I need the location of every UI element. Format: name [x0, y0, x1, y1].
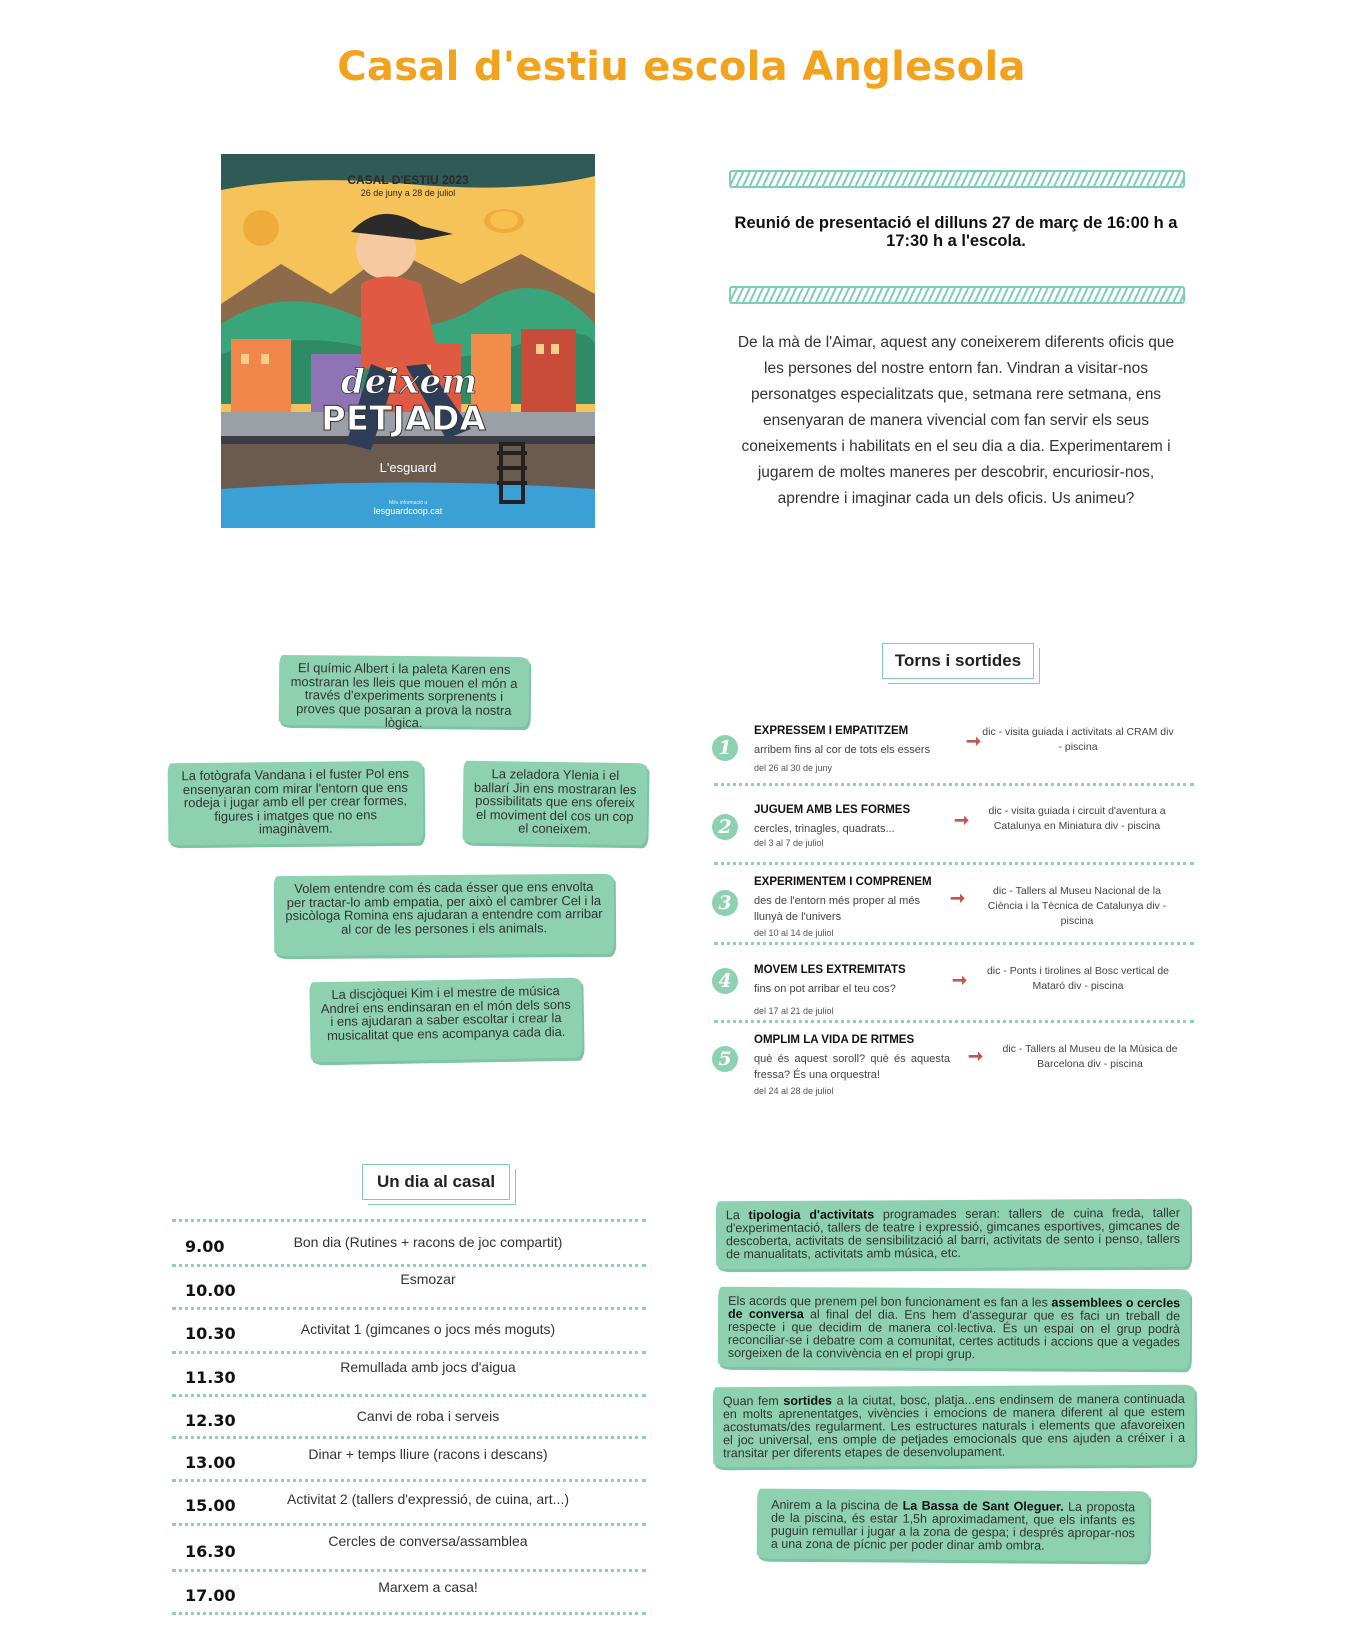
turn-date: del 24 al 28 de juliol [754, 1086, 834, 1096]
turn-desc: què és aquest soroll? què és aquesta fressa? És una orquestra! [754, 1053, 950, 1081]
turn-desc: arribem fins al cor de tots els essers [754, 744, 931, 756]
note-empathy: Volem entendre com és cada ésser que ens envolta per tractar-lo amb empatia, per això el cambrer Cel i la psicòloga Romina ens ajudaran a entendre com arribar al cor de les persones i els animals. [274, 874, 615, 956]
poster-dates: 26 de juny a 28 de juliol [360, 188, 456, 198]
divider [172, 1612, 646, 1615]
note-text: La [725, 1208, 749, 1223]
day-heading: Un dia al casal [362, 1164, 510, 1200]
schedule-row [170, 1571, 646, 1611]
divider [714, 1020, 1194, 1023]
turn-number: 2 [712, 814, 738, 840]
note-text: al final del dia. Ens hem d'assegurar que es faci un treball de respecte i que decidim de manera col·lectiva. És un espai on el grup podrà reconciliar-se i debatre com a comunitat, certes actituds i accions que a vegades sorgeixen de la convivència en el propi grup. [727, 1307, 1181, 1362]
note-activities [716, 1199, 1190, 1269]
note-text: programades seran: tallers de cuina freda, taller d'experimentació, tallers de teatre i expressió, gimcanes esportives, gimcanes de descoberta, activitats de sensibilització al barri, activitats de sento i penso, tallers de manualitats, activitats amb música, etc. [725, 1205, 1181, 1262]
turn-1 [712, 725, 1196, 785]
schedule-row [170, 1266, 646, 1306]
schedule-time: 11.30 [185, 1368, 236, 1387]
cloud-icon [490, 211, 518, 229]
note-bold-text: tipologia d'activitats [748, 1207, 875, 1223]
turn-number: 3 [712, 890, 738, 916]
turn-5 [712, 1034, 1196, 1098]
note-text: Anirem a la piscina de [771, 1497, 903, 1513]
turn-name: JUGUEM AMB LES FORMES [754, 804, 911, 816]
arrow-right-icon: ➞ [968, 1046, 984, 1066]
decorative-band-bottom [729, 286, 1185, 304]
schedule-activity: Dinar + temps lliure (racons i descans) [308, 1446, 548, 1462]
poster-image [221, 154, 595, 528]
turn-3 [712, 876, 1196, 940]
note-movement: La zeladora Ylenia i el ballarí Jin ens mostraran les possibilitats que ens ofereix el moviment del cos un cop el coneixem. [462, 761, 647, 846]
schedule-row [170, 1222, 646, 1262]
turn-name: EXPRESSEM I EMPATITZEM [754, 725, 909, 737]
note-assemblies [718, 1287, 1190, 1369]
schedule-row [170, 1527, 646, 1567]
page-title: Casal d'estiu escola Anglesola [337, 44, 1026, 90]
arrow-right-icon: ➞ [966, 731, 982, 751]
torns-heading: Torns i sortides [882, 643, 1034, 679]
schedule-row [170, 1396, 646, 1436]
poster-more-info: Més informació a [388, 500, 428, 506]
divider [714, 862, 1194, 865]
schedule-time: 17.00 [185, 1586, 236, 1605]
schedule-time: 9.00 [185, 1237, 225, 1256]
note-bold-text: assemblees o cercles de conversa [728, 1295, 1181, 1322]
turn-number: 1 [712, 735, 738, 761]
schedule-time: 10.30 [185, 1324, 236, 1343]
schedule-activity: Cercles de conversa/assamblea [328, 1533, 528, 1549]
poster-brand: L'esguard [379, 460, 437, 475]
poster-block-word: PETJADA [321, 399, 486, 439]
turn-name: EXPERIMENTEM I COMPRENEM [754, 876, 932, 888]
turn-trip: dic - Tallers al Museu Nacional de la Ciència i la Tècnica de Catalunya div - piscina [987, 885, 1167, 927]
note-text: Quan fem [722, 1393, 784, 1409]
schedule-row [170, 1438, 646, 1478]
turn-desc: fins on pot arribar el teu cos? [754, 983, 896, 995]
arrow-right-icon: ➞ [952, 970, 968, 990]
schedule-activity: Bon dia (Rutines + racons de joc compartit) [293, 1234, 563, 1250]
schedule-activity: Marxem a casa! [378, 1579, 478, 1595]
schedule-row [170, 1481, 646, 1521]
schedule-activity: Remullada amb jocs d'aigua [340, 1359, 516, 1375]
schedule-time: 12.30 [185, 1411, 236, 1430]
turn-desc: des de l'entorn més proper al més llunyà de l'univers [754, 895, 920, 923]
schedule-time: 16.30 [185, 1542, 236, 1561]
divider [172, 1523, 646, 1526]
schedule-row [170, 1309, 646, 1349]
arrow-right-icon: ➞ [950, 888, 966, 908]
turn-name: MOVEM LES EXTREMITATS [754, 964, 906, 976]
turn-number: 4 [712, 968, 738, 994]
schedule-time: 15.00 [185, 1496, 236, 1515]
turn-4 [712, 964, 1196, 1022]
turn-trip: dic - visita guiada i activitats al CRAM div - piscina [982, 726, 1174, 753]
note-music: La discjòquei Kim i el mestre de música Andreí ens endinsaran en el món dels sons i ens ajudaran a saber escoltar i crear la musicalitat que ens acompanya cada dia. [309, 978, 582, 1063]
schedule-activity: Canvi de roba i serveis [356, 1408, 500, 1424]
turn-date: del 3 al 7 de juliol [754, 838, 824, 848]
schedule-time: 13.00 [185, 1453, 236, 1472]
poster-url: lesguardcoop.cat [373, 506, 443, 516]
poster-script-word: deixem [341, 362, 478, 402]
schedule-activity: Activitat 2 (tallers d'expressió, de cuina, art...) [286, 1491, 569, 1507]
note-text: Els acords que prenem pel bon funcionament es fan a les [728, 1293, 1052, 1310]
note-bold-text: La Bassa de Sant Oleguer. [902, 1498, 1064, 1514]
note-bold-text: sortides [783, 1393, 833, 1408]
note-text: La proposta de la piscina, és estar 1,5h aproximadament, que els infants es puguin remullar i jugar a la zona de gespa; i després apropar-nos a una zona de pícnic per poder dinar amb ombra. [770, 1499, 1136, 1553]
turn-2 [712, 804, 1196, 864]
turn-date: del 17 al 21 de juliol [754, 1006, 834, 1016]
schedule-activity: Esmozar [400, 1271, 456, 1287]
turn-number: 5 [712, 1046, 738, 1072]
poster-heading: CASAL D'ESTIU 2023 [347, 173, 469, 187]
divider [714, 942, 1194, 945]
meeting-info: Reunió de presentació el dilluns 27 de març de 16:00 h a 17:30 h a l'escola. [734, 214, 1178, 250]
note-text: a la ciutat, bosc, platja...ens endinsem de manera continuada en molts aprenentatges, vivències i emocions de manera diferent al que estem acostumats/des regularment. Les estructures naturals i elements que afavoreixen el joc universal, ens omple de petjades emocionals que ens ajuden a créixer i a transitar per diferents etapes de desenvolupament. [722, 1391, 1186, 1461]
decorative-band-top [729, 170, 1185, 188]
note-chemistry: El químic Albert i la paleta Karen ens mostraran les lleis que mouen el món a través d'experiments sorprenents i proves que posaran a prova la nostra lògica. [279, 655, 530, 727]
turn-date: del 26 al 30 de juny [754, 763, 833, 773]
turn-trip: dic - visita guiada i circuit d'aventura a Catalunya en Miniatura div - piscina [988, 805, 1166, 832]
arrow-right-icon: ➞ [954, 810, 970, 830]
turn-name: OMPLIM LA VIDA DE RITMES [754, 1034, 915, 1046]
divider [714, 783, 1194, 786]
turn-trip: dic - Ponts i tirolines al Bosc vertical de Mataró div - piscina [986, 965, 1170, 992]
intro-paragraph: De la mà de l'Aimar, aquest any coneixerem diferents oficis que les persones del nostre entorn fan. Vindran a visitar-nos personatges especialitzats que, setmana rere setmana, ens ensenyaran de manera vivencial com fan servir els seus coneixements i habilitats en el seu dia a dia. Experimentarem i jugarem de moltes maneres per descobrir, encuriosir-nos, aprendre i imaginar cada un dels oficis. Us animeu? [737, 334, 1175, 507]
note-pool [757, 1489, 1149, 1562]
turn-date: del 10 al 14 de juliol [754, 928, 834, 938]
note-outings [713, 1385, 1195, 1468]
turn-desc: cercles, trinagles, quadrats... [754, 823, 895, 835]
schedule-row [170, 1353, 646, 1393]
turn-trip: dic - Tallers al Museu de la Música de Barcelona div - piscina [1002, 1043, 1178, 1070]
note-photography: La fotògrafa Vandana i el fuster Pol ens ensenyaran com mirar l'entorn que ens rodeja i jugar amb ell per crear formes, figures i imatges que no ens imaginàvem. [168, 761, 424, 846]
schedule-activity: Activitat 1 (gimcanes o jocs més moguts) [300, 1321, 556, 1337]
schedule-time: 10.00 [185, 1281, 236, 1300]
